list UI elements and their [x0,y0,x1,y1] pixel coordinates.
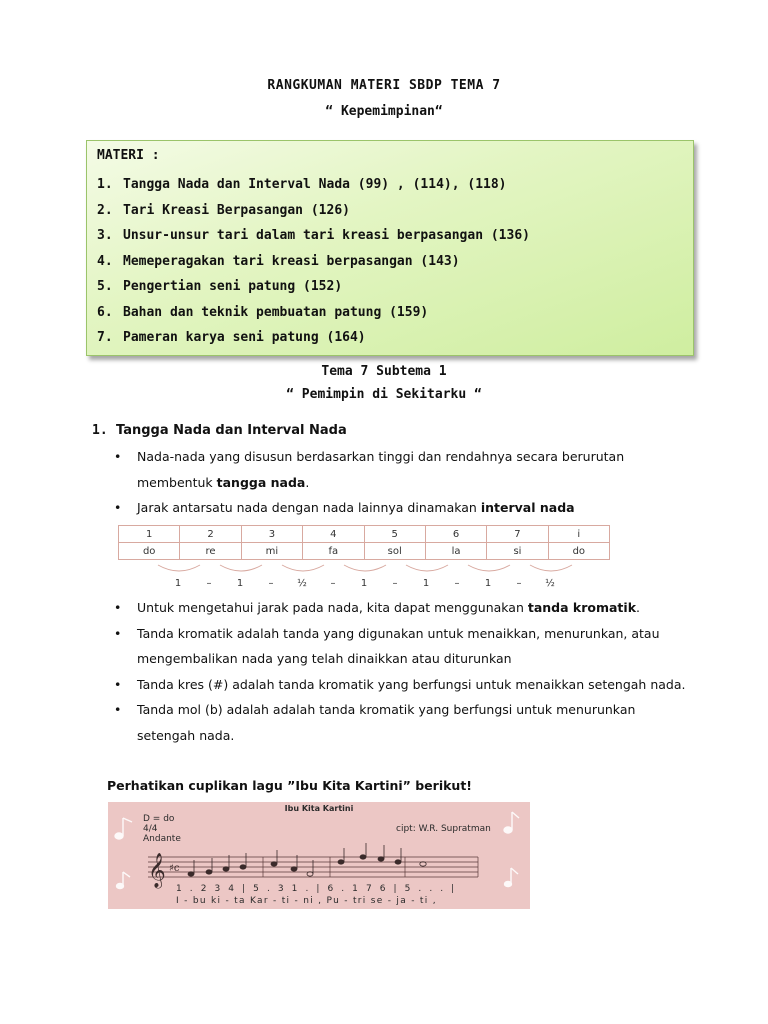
interval-value: 1 [236,578,244,589]
scale-name: la [425,543,486,560]
document-subtitle: “ Kepemimpinan“ [325,104,443,119]
scale-number: 6 [425,526,486,543]
interval-dash: – [330,578,336,589]
materi-item-number: 3. [97,228,113,243]
interval-dash: – [206,578,212,589]
bullet-definisi-kromatik [112,621,692,672]
bullet-list-2 [112,595,692,748]
subtema-title: Tema 7 Subtema 1 [321,364,447,379]
song-tempo: Andante [143,834,181,844]
interval-arcs [118,525,610,589]
materi-item [97,203,683,229]
scale-number: 7 [487,526,548,543]
treble-clef-icon: 𝄞 [148,853,166,888]
staff-notes [188,843,426,876]
scale-name: sol [364,543,425,560]
subtema-subtitle: “ Pemimpin di Sekitarku “ [286,387,482,402]
scale-number: 2 [180,526,241,543]
materi-item-number: 6. [97,304,113,320]
scale-name: si [487,543,548,560]
materi-item [97,330,683,356]
materi-item [97,228,683,254]
interval-value: 1 [422,578,430,589]
scale-name: mi [241,543,302,560]
song-excerpt [108,802,530,909]
scale-number: 1 [119,526,180,543]
song-notation: 1 . 2 3 4 | 5 . 3 1 . | 6 . 1 7 6 | 5 . . . | [176,884,457,894]
materi-item-number: 2. [97,202,113,218]
bullet-tangga-nada [112,444,692,495]
bullet-text: Jarak antarsatu nada dengan nada lainnya dinamakan [137,500,481,515]
materi-item-number: 5. [97,279,113,294]
bullet-tanda-mol [112,697,692,748]
interval-value: 1 [360,578,368,589]
scale-number: 5 [364,526,425,543]
interval-value: 1 [174,578,182,589]
scale-name: do [119,543,180,560]
bullet-bold-term: tanda kromatik [527,600,637,615]
scale-name: fa [303,543,364,560]
scale-number: 3 [241,526,302,543]
scale-number: i̇ [548,526,609,543]
interval-value: 1 [484,578,492,589]
materi-item [97,305,683,331]
song-title: Ibu Kita Kartini [284,804,354,813]
materi-item-text: Tari Kreasi Berpasangan (126) [123,202,350,218]
materi-item-text: Tangga Nada dan Interval Nada (99) , (114), (118) [123,177,507,192]
bullet-text: Nada-nada yang disusun berdasarkan tinggi dan rendahnya secara berurutan membentuk [137,449,625,490]
materi-item-number: 4. [97,253,113,269]
scale-name: re [180,543,241,560]
bullet-tanda-kromatik [112,595,692,621]
interval-dash: – [516,578,522,589]
song-lyrics: I - bu ki - ta Kar - ti - ni , Pu - tri se - ja - ti , [176,896,437,906]
interval-dash: – [268,578,274,589]
interval-value: ½ [545,578,555,589]
bullet-interval-nada [112,495,692,521]
bullet-list-1 [112,444,692,521]
interval-value: ½ [297,578,307,589]
materi-item-text: Bahan dan teknik pembuatan patung (159) [123,304,429,320]
bullet-end: . [305,474,310,490]
section-heading [92,423,347,438]
bullet-bold-term: interval nada [480,500,575,515]
materi-item-text: Unsur-unsur tari dalam tari kreasi berpasangan (136) [123,228,530,243]
bullet-text: Tanda mol (b) adalah adalah tanda kromatik yang berfungsi untuk menurunkan setengah nada. [137,702,636,743]
materi-item-number: 7. [97,330,113,345]
bullet-tanda-kres [112,672,692,698]
bullet-bold-term: tangga nada [216,474,306,490]
materi-box [86,140,694,356]
materi-item [97,177,683,203]
materi-item-text: Memeperagakan tari kreasi berpasangan (143) [123,253,460,269]
section-number: 1. [92,423,108,438]
materi-item [97,279,683,305]
svg-text:♯c: ♯c [169,863,180,874]
song-composer: cipt: W.R. Supratman [396,824,491,834]
materi-item [97,254,683,280]
materi-item-text: Pameran karya seni patung (164) [123,330,366,345]
section-heading-text: Tangga Nada dan Interval Nada [116,423,347,438]
scale-name: do [548,543,609,560]
scale-diagram [118,525,610,589]
materi-item-number: 1. [97,177,113,192]
bullet-end: . [636,600,640,615]
document-title: RANGKUMAN MATERI SBDP TEMA 7 [267,78,501,93]
materi-item-text: Pengertian seni patung (152) [123,279,343,294]
song-key: D = do [143,814,175,824]
scale-number: 4 [303,526,364,543]
materi-heading: MATERI : [97,148,160,163]
song-meter: 4/4 [143,824,158,834]
bullet-text: Tanda kromatik adalah tanda yang digunakan untuk menaikkan, menurunkan, atau mengembalikan nada yang telah dinaikkan atau diturunkan [137,625,660,666]
bullet-text: Tanda kres (#) adalah tanda kromatik yang berfungsi untuk menaikkan setengah nada. [137,676,686,692]
interval-dash: – [454,578,460,589]
song-caption: Perhatikan cuplikan lagu ”Ibu Kita Kartini” berikut! [107,778,472,793]
interval-dash: – [392,578,398,589]
bullet-text: Untuk mengetahui jarak pada nada, kita dapat menggunakan [137,600,528,615]
